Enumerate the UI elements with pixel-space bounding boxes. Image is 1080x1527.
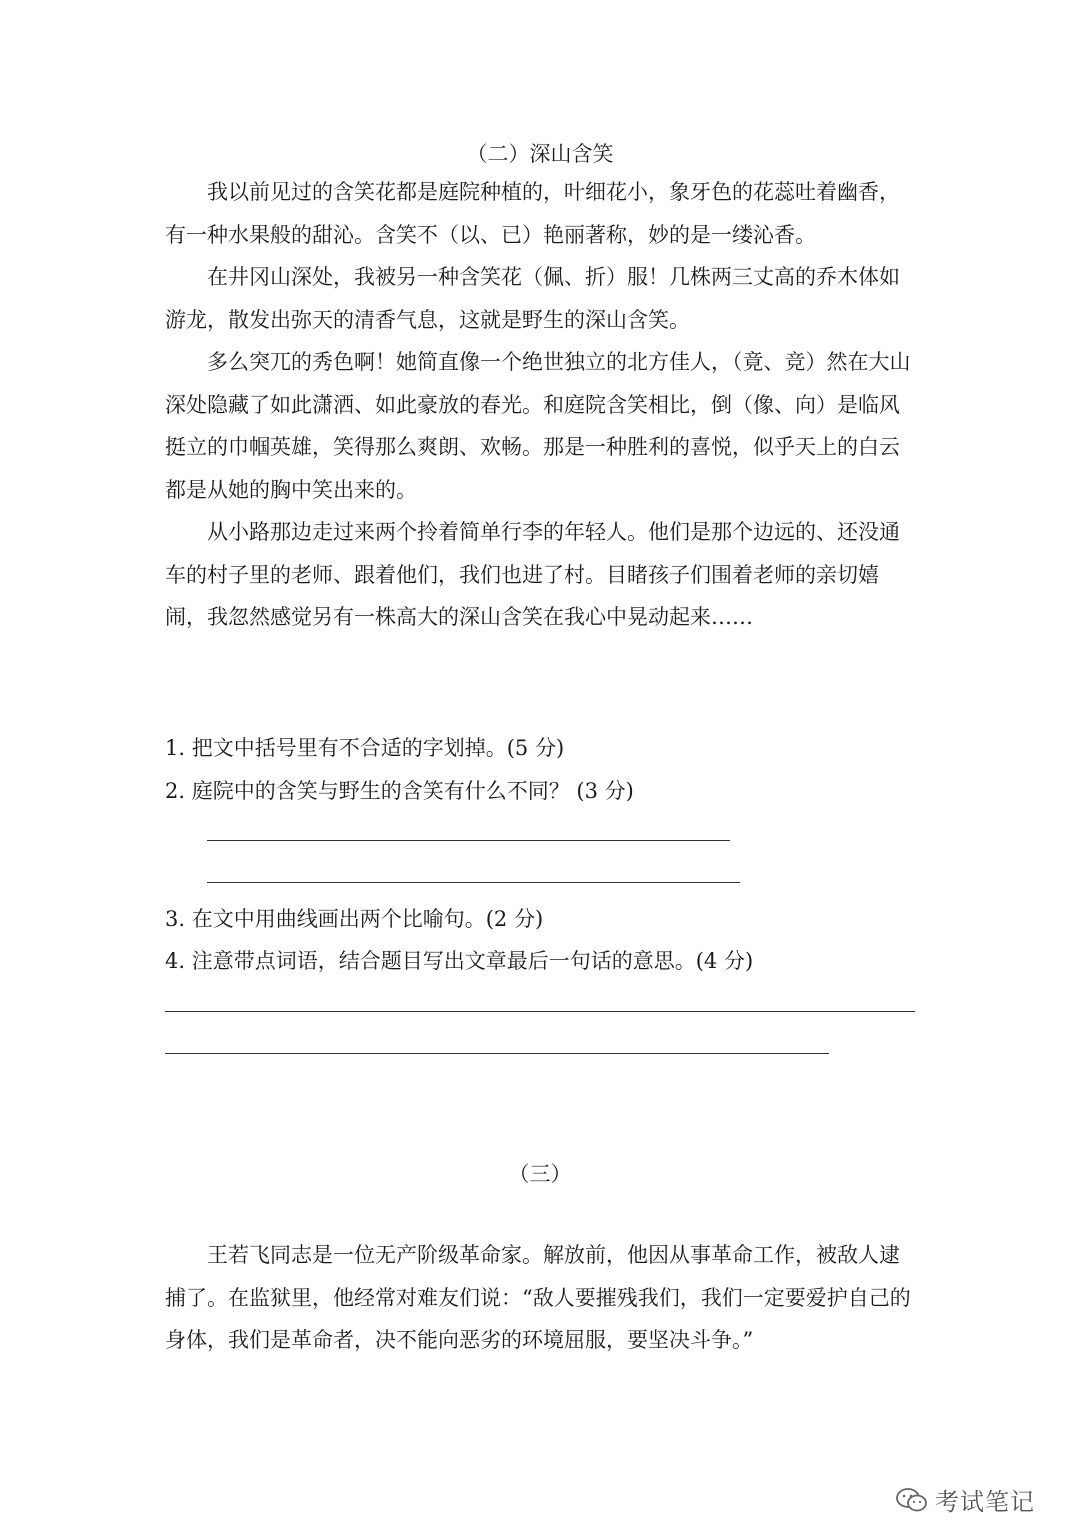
watermark [895,1482,1035,1517]
wechat-icon [895,1487,929,1513]
section2-paragraph-2: 在井冈山深处，我被另一种含笑花（佩、折）服！几株两三丈高的乔木体如游龙，散发出弥天的清香气息，这就是野生的深山含笑。 [165,265,900,332]
watermark-text: 考试笔记 [935,1488,1035,1516]
answer-line-q4-1[interactable] [165,1011,915,1012]
section2-paragraph-4: 从小路那边走过来两个拎着简单行李的年轻人。他们是那个边远的、还没通车的村子里的老师、跟着他们，我们也进了村。目睹孩子们围着老师的亲切嬉闹，我忽然感觉另有一株高大的深山含笑在我心中晃动起来…… [165,520,900,629]
answer-line-q4-2[interactable] [165,1053,829,1054]
question-2: 2. 庭院中的含笑与野生的含笑有什么不同？ (3 分) [165,779,634,803]
section3-paragraph: 王若飞同志是一位无产阶级革命家。解放前，他因从事革命工作，被敌人逮捕了。在监狱里，他经常对难友们说：“敌人要摧残我们，我们一定要爱护自己的身体，我们是革命者，决不能向恶劣的环境屈服，要坚决斗争。” [165,1243,911,1352]
question-1: 1. 把文中括号里有不合适的字划掉。(5 分) [165,736,565,760]
question-4: 4. 注意带点词语，结合题目写出文章最后一句话的意思。(4 分) [165,949,754,973]
question-3: 3. 在文中用曲线画出两个比喻句。(2 分) [165,907,544,931]
section3-title: （三） [508,1162,572,1186]
section2-paragraph-1: 我以前见过的含笑花都是庭院种植的，叶细花小，象牙色的花蕊吐着幽香，有一种水果般的甜沁。含笑不（以、已）艳丽著称，妙的是一缕沁香。 [165,180,900,247]
answer-line-q2-2[interactable] [207,882,740,883]
answer-line-q2-1[interactable] [207,840,730,841]
section2-paragraph-3: 多么突兀的秀色啊！她简直像一个绝世独立的北方佳人，（竟、竞）然在大山深处隐藏了如此潇洒、如此豪放的春光。和庭院含笑相比，倒（像、向）是临风挺立的巾帼英雄，笑得那么爽朗、欢畅。那是一种胜利的喜悦，似乎天上的白云都是从她的胸中笑出来的。 [165,350,911,502]
section2-title: （二）深山含笑 [466,142,614,166]
